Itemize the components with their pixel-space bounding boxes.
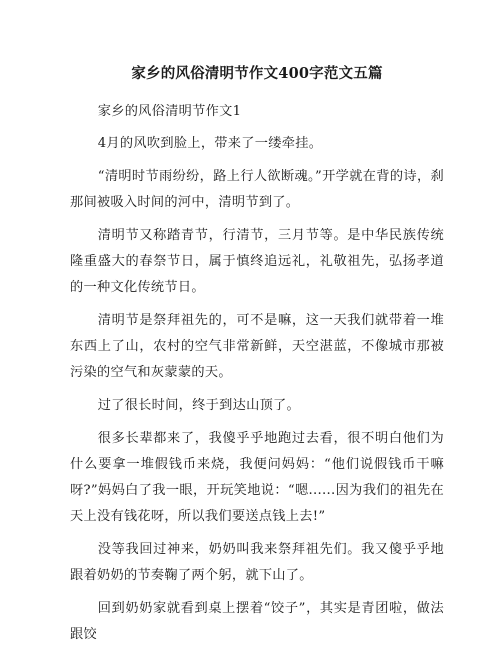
paragraph: 回到奶奶家就看到桌上摆着“饺子”，其实是青团啦，做法跟饺 [70, 601, 444, 642]
paragraph: 很多长辈都来了，我傻乎乎地跑过去看，很不明白他们为什么要拿一堆假钱币来烧，我便问妈妈：“他们说假钱币干嘛呀?”妈妈白了我一眼，开玩笑地说：“嗯......因为我们的祖先在天上没有钱花呀，所以我们要送点钱上去!” [70, 431, 444, 524]
paragraph: 过了很长时间，终于到达山顶了。 [97, 398, 301, 413]
paragraph: “清明时节雨纷纷，路上行人欲断魂。”开学就在背的诗，刹那间被吸入时间的河中，清明节到了。 [70, 169, 444, 210]
paragraph: 清明节又称踏青节，行清节，三月节等。是中华民族传统隆重盛大的春祭节日，属于慎终追远礼，礼敬祖先，弘扬孝道的一种文化传统节日。 [70, 228, 444, 295]
document-title: 家乡的风俗清明节作文400字范文五篇 [131, 65, 383, 82]
paragraph: 没等我回过神来，奶奶叫我来祭拜祖先们。我又傻乎乎地跟着奶奶的节奏鞠了两个躬，就下山了。 [70, 542, 444, 583]
section-heading: 家乡的风俗清明节作文1 [97, 104, 242, 119]
paragraph: 清明节是祭拜祖先的，可不是嘛，这一天我们就带着一堆东西上了山，农村的空气非常新鲜，天空湛蓝，不像城市那被污染的空气和灰蒙蒙的天。 [70, 313, 444, 380]
paragraph: 4月的风吹到脸上，带来了一缕牵挂。 [97, 136, 323, 151]
